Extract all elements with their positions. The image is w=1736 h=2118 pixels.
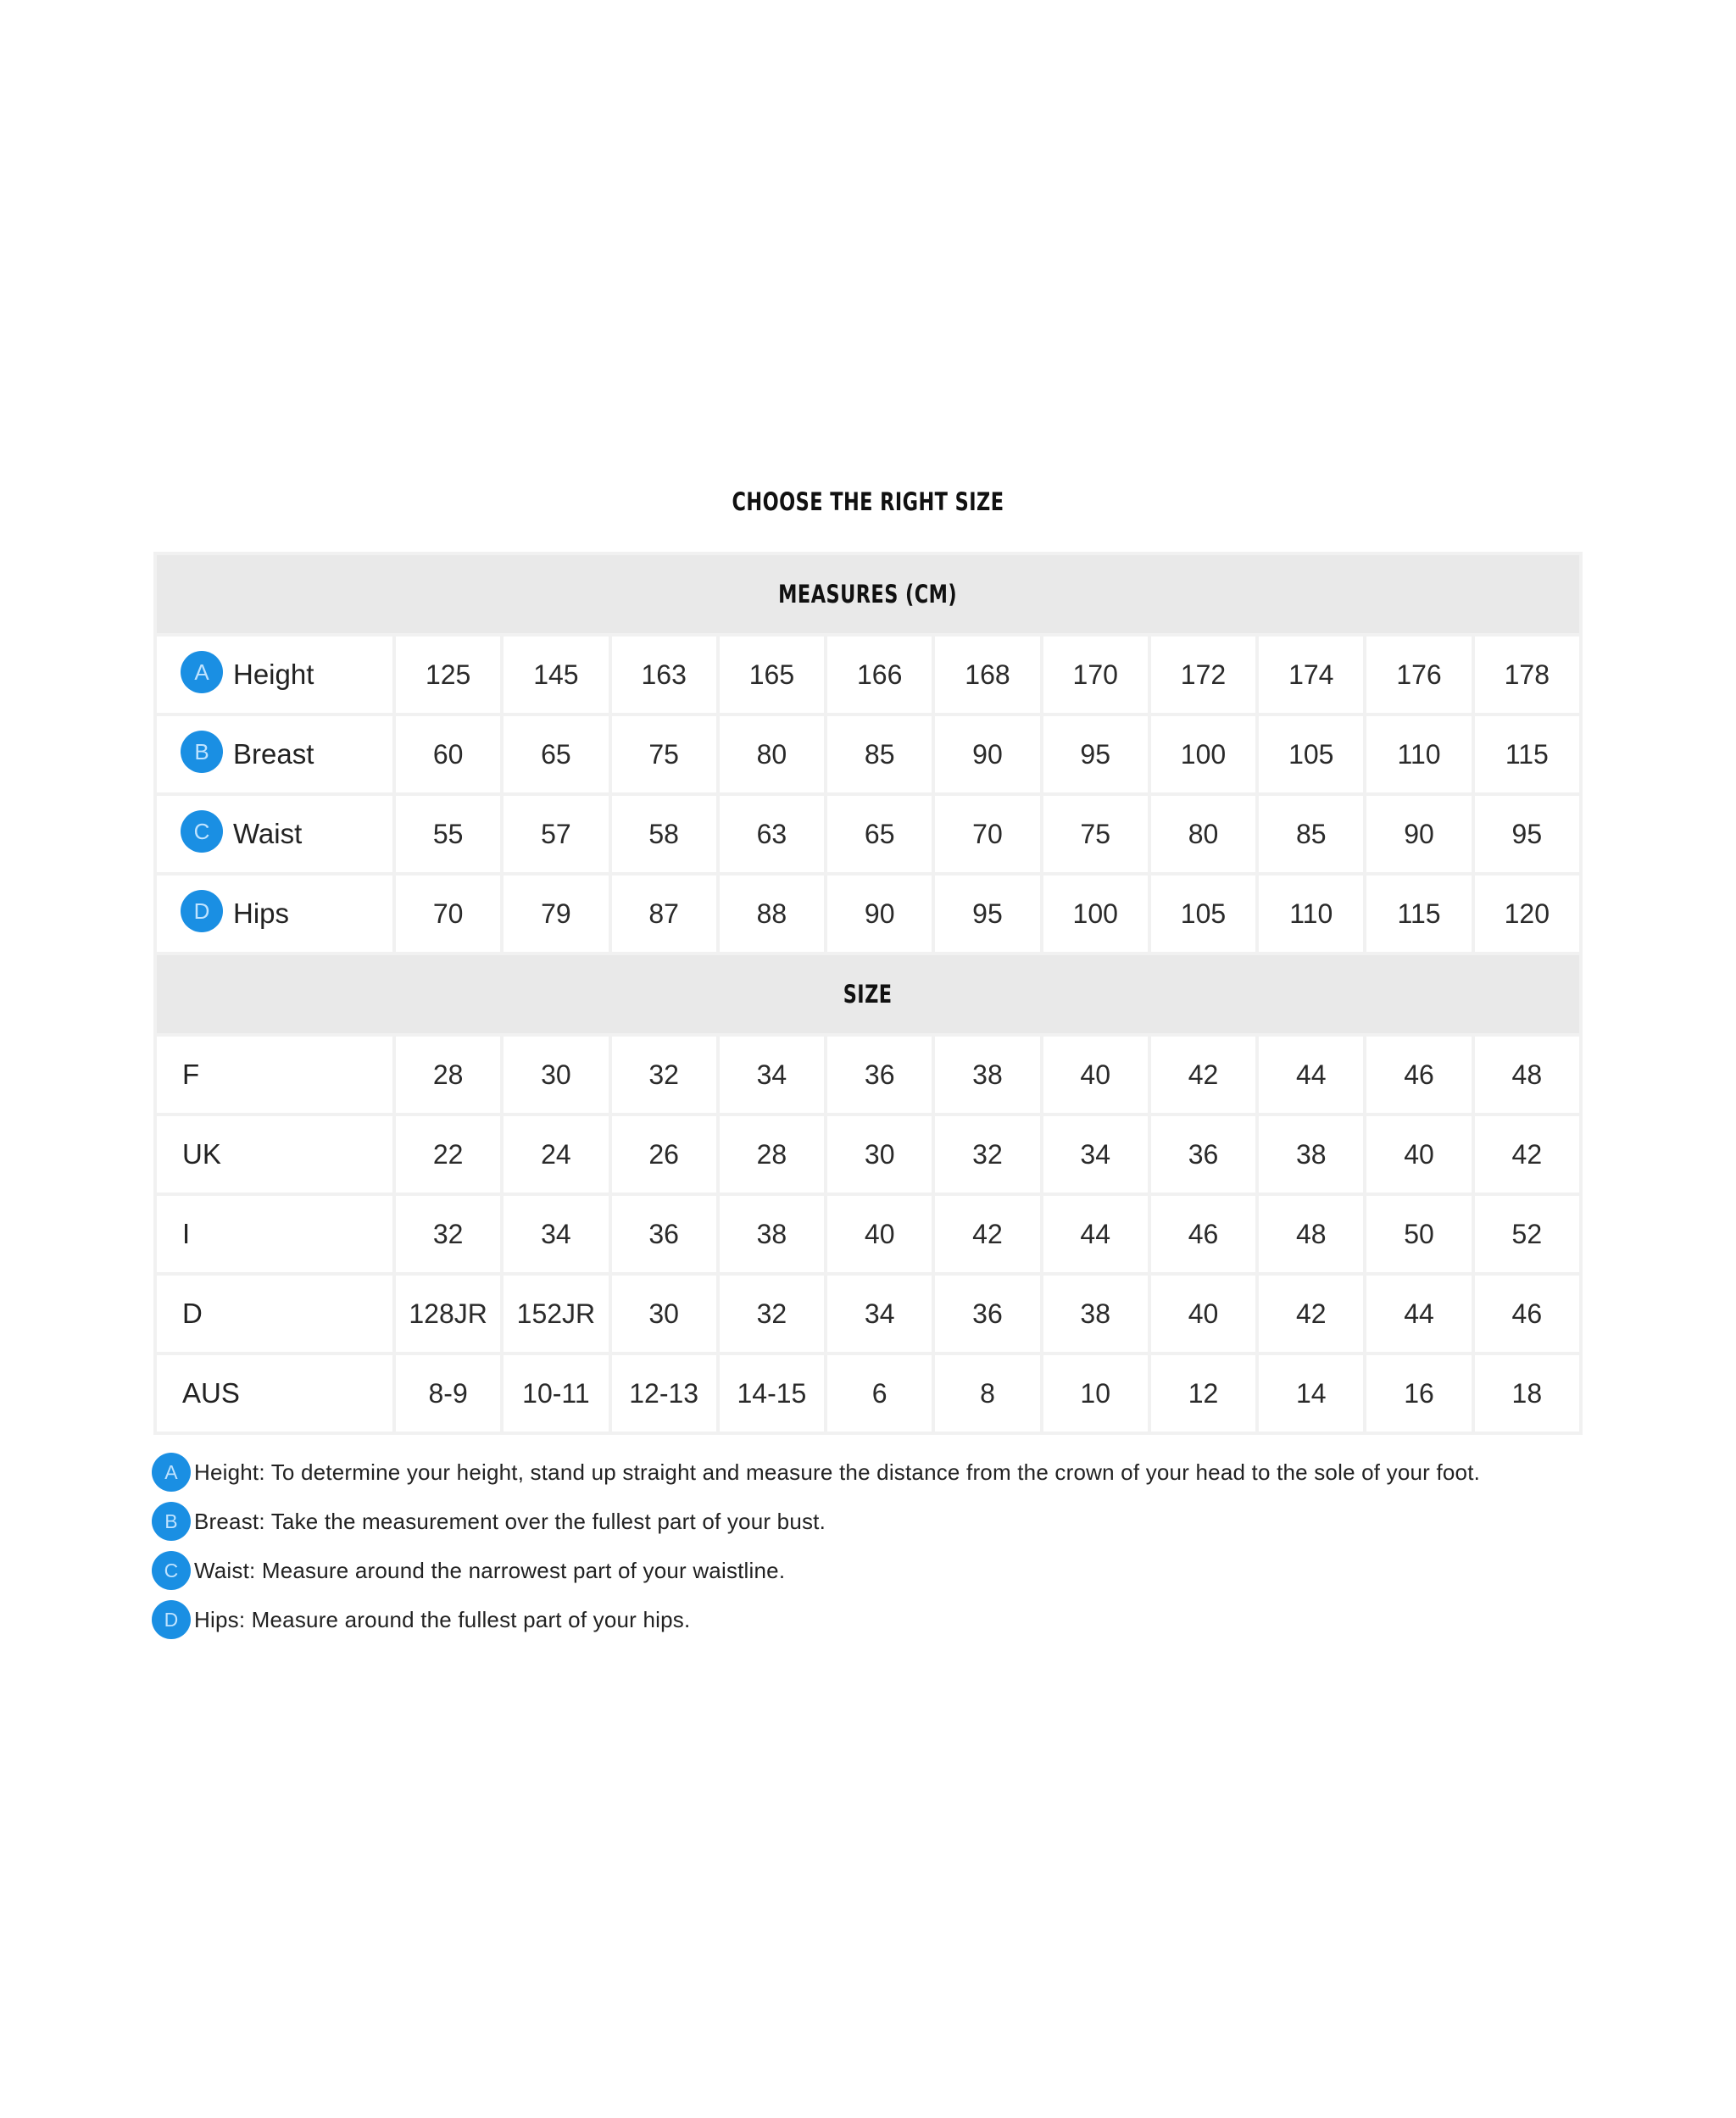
measure-cell: 87 [610, 874, 718, 953]
size-row-i [155, 1194, 1581, 1274]
size-cell: 34 [1042, 1115, 1149, 1194]
size-cell: 12 [1149, 1354, 1257, 1433]
measures-header [155, 553, 1581, 635]
size-cell: 34 [502, 1194, 609, 1274]
size-row-aus [155, 1354, 1581, 1433]
measure-cell: 75 [1042, 794, 1149, 874]
measure-cell: 60 [394, 714, 502, 794]
size-cell: 48 [1257, 1194, 1365, 1274]
note-text: Hips: Measure around the fullest part of your hips. [194, 1606, 691, 1632]
size-cell: 44 [1365, 1274, 1472, 1354]
measure-label [155, 714, 394, 794]
size-cell: 14-15 [718, 1354, 826, 1433]
measure-cell: 90 [933, 714, 1041, 794]
measure-cell: 145 [502, 635, 609, 714]
size-cell: 38 [1257, 1115, 1365, 1194]
size-header-row [155, 953, 1581, 1035]
size-system-label: F [155, 1035, 394, 1115]
note-badge-icon: D [152, 1600, 191, 1639]
size-cell: 32 [933, 1115, 1041, 1194]
size-cell: 36 [610, 1194, 718, 1274]
size-cell: 16 [1365, 1354, 1472, 1433]
note-item [152, 1595, 1678, 1644]
measure-cell: 90 [826, 874, 933, 953]
measure-label-text: Height [233, 659, 314, 690]
measure-badge-icon: A [181, 651, 223, 693]
measure-cell: 100 [1149, 714, 1257, 794]
size-system-label: D [155, 1274, 394, 1354]
measure-cell: 168 [933, 635, 1041, 714]
size-row-f [155, 1035, 1581, 1115]
measure-badge-icon: C [181, 810, 223, 853]
measure-cell: 55 [394, 794, 502, 874]
measure-cell: 70 [933, 794, 1041, 874]
measure-cell: 58 [610, 794, 718, 874]
measure-cell: 176 [1365, 635, 1472, 714]
measure-cell: 85 [826, 714, 933, 794]
size-cell: 8-9 [394, 1354, 502, 1433]
size-cell: 38 [1042, 1274, 1149, 1354]
measures-header-text: MEASURES (CM) [778, 580, 958, 609]
measure-cell: 95 [1042, 714, 1149, 794]
size-cell: 30 [502, 1035, 609, 1115]
size-cell: 12-13 [610, 1354, 718, 1433]
size-cell: 40 [1042, 1035, 1149, 1115]
size-row-uk [155, 1115, 1581, 1194]
measure-cell: 125 [394, 635, 502, 714]
size-header-text: SIZE [843, 980, 893, 1009]
size-cell: 48 [1473, 1035, 1581, 1115]
size-cell: 36 [826, 1035, 933, 1115]
size-cell: 32 [718, 1274, 826, 1354]
size-cell: 10-11 [502, 1354, 609, 1433]
measure-row-height [155, 635, 1581, 714]
size-cell: 40 [1365, 1115, 1472, 1194]
size-cell: 10 [1042, 1354, 1149, 1433]
measure-cell: 105 [1257, 714, 1365, 794]
measure-badge-icon: B [181, 731, 223, 773]
measure-cell: 172 [1149, 635, 1257, 714]
measure-cell: 115 [1473, 714, 1581, 794]
measure-label-text: Waist [233, 818, 303, 849]
size-system-label: UK [155, 1115, 394, 1194]
measure-cell: 95 [933, 874, 1041, 953]
size-cell: 50 [1365, 1194, 1472, 1274]
note-item [152, 1546, 1678, 1595]
size-system-label: I [155, 1194, 394, 1274]
measure-cell: 85 [1257, 794, 1365, 874]
measure-cell: 79 [502, 874, 609, 953]
measure-label [155, 794, 394, 874]
size-cell: 26 [610, 1115, 718, 1194]
measure-cell: 163 [610, 635, 718, 714]
note-text: Height: To determine your height, stand up straight and measure the distance from the crown of your head to the sole of your foot. [194, 1459, 1481, 1485]
size-cell: 22 [394, 1115, 502, 1194]
size-row-d [155, 1274, 1581, 1354]
note-badge-icon: B [152, 1502, 191, 1541]
size-cell: 30 [610, 1274, 718, 1354]
measure-label [155, 874, 394, 953]
measure-cell: 120 [1473, 874, 1581, 953]
size-cell: 28 [394, 1035, 502, 1115]
size-cell: 32 [610, 1035, 718, 1115]
measure-label-text: Breast [233, 738, 314, 770]
measure-row-breast [155, 714, 1581, 794]
measure-cell: 170 [1042, 635, 1149, 714]
size-cell: 42 [1149, 1035, 1257, 1115]
size-header [155, 953, 1581, 1035]
measures-header-row [155, 553, 1581, 635]
size-cell: 38 [933, 1035, 1041, 1115]
measure-cell: 65 [502, 714, 609, 794]
note-item [152, 1497, 1678, 1546]
measure-cell: 63 [718, 794, 826, 874]
size-cell: 46 [1473, 1274, 1581, 1354]
size-cell: 36 [1149, 1115, 1257, 1194]
measure-cell: 80 [718, 714, 826, 794]
measure-row-waist [155, 794, 1581, 874]
note-text: Breast: Take the measurement over the fullest part of your bust. [194, 1508, 826, 1534]
measure-cell: 65 [826, 794, 933, 874]
measure-label-text: Hips [233, 898, 290, 929]
measurement-notes [152, 1448, 1678, 1644]
measure-cell: 88 [718, 874, 826, 953]
size-system-label: AUS [155, 1354, 394, 1433]
measure-cell: 174 [1257, 635, 1365, 714]
measure-cell: 166 [826, 635, 933, 714]
size-cell: 40 [826, 1194, 933, 1274]
size-cell: 42 [1473, 1115, 1581, 1194]
size-cell: 44 [1257, 1035, 1365, 1115]
size-cell: 46 [1149, 1194, 1257, 1274]
measure-cell: 57 [502, 794, 609, 874]
size-cell: 18 [1473, 1354, 1581, 1433]
measure-row-hips [155, 874, 1581, 953]
size-cell: 36 [933, 1274, 1041, 1354]
size-cell: 42 [1257, 1274, 1365, 1354]
size-cell: 30 [826, 1115, 933, 1194]
measure-cell: 75 [610, 714, 718, 794]
note-item [152, 1448, 1678, 1497]
measure-cell: 80 [1149, 794, 1257, 874]
size-cell: 152JR [502, 1274, 609, 1354]
size-cell: 14 [1257, 1354, 1365, 1433]
size-cell: 42 [933, 1194, 1041, 1274]
measure-cell: 100 [1042, 874, 1149, 953]
size-cell: 44 [1042, 1194, 1149, 1274]
size-cell: 6 [826, 1354, 933, 1433]
measure-label [155, 635, 394, 714]
page-title: CHOOSE THE RIGHT SIZE [732, 487, 1004, 516]
measure-cell: 115 [1365, 874, 1472, 953]
note-badge-icon: C [152, 1551, 191, 1590]
size-cell: 38 [718, 1194, 826, 1274]
size-cell: 34 [718, 1035, 826, 1115]
measure-cell: 105 [1149, 874, 1257, 953]
size-cell: 32 [394, 1194, 502, 1274]
measure-cell: 110 [1257, 874, 1365, 953]
size-cell: 24 [502, 1115, 609, 1194]
size-cell: 46 [1365, 1035, 1472, 1115]
size-cell: 8 [933, 1354, 1041, 1433]
measure-cell: 95 [1473, 794, 1581, 874]
size-chart-table [153, 552, 1583, 1435]
measure-cell: 178 [1473, 635, 1581, 714]
size-cell: 28 [718, 1115, 826, 1194]
size-cell: 34 [826, 1274, 933, 1354]
note-badge-icon: A [152, 1453, 191, 1492]
note-text: Waist: Measure around the narrowest part of your waistline. [194, 1557, 786, 1583]
size-cell: 52 [1473, 1194, 1581, 1274]
size-cell: 128JR [394, 1274, 502, 1354]
measure-cell: 70 [394, 874, 502, 953]
measure-badge-icon: D [181, 890, 223, 932]
size-cell: 40 [1149, 1274, 1257, 1354]
measure-cell: 90 [1365, 794, 1472, 874]
measure-cell: 165 [718, 635, 826, 714]
measure-cell: 110 [1365, 714, 1472, 794]
